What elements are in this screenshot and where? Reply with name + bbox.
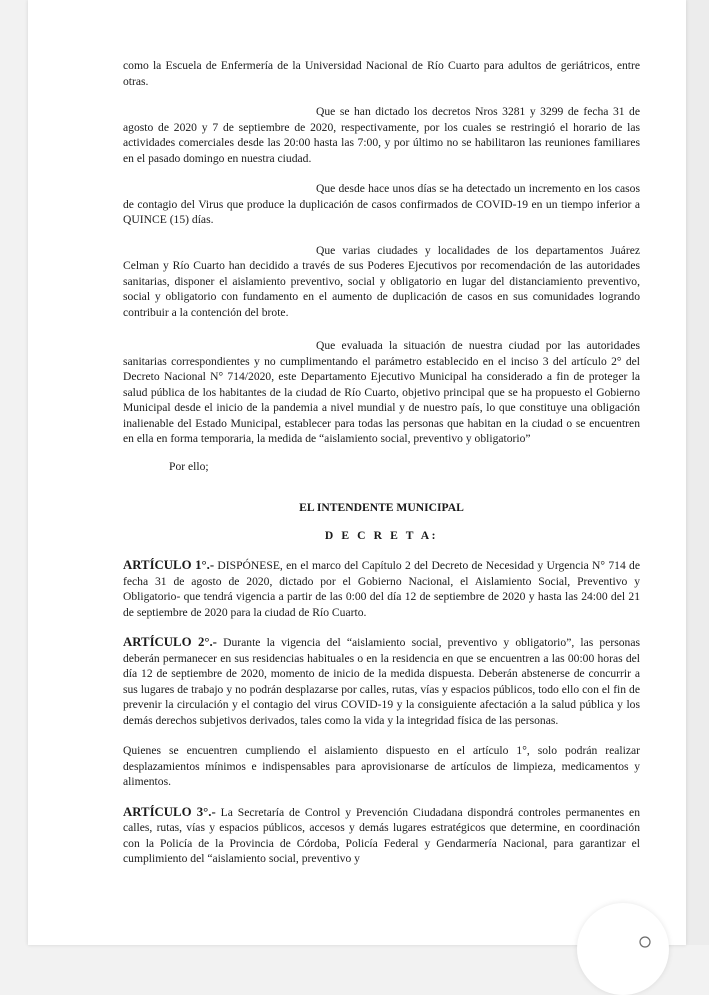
document-body (123, 58, 640, 867)
plus-icon (639, 936, 651, 948)
article-2-label: ARTÍCULO 2°.- (123, 635, 217, 649)
paragraph-evaluada: Que evaluada la situación de nuestra ciudad por las autoridades sanitarias correspondientes y no cumplimentando el parámetro establecido en el inciso 3 del artículo 2° del Decreto Nacional N° 714/2020, este Departamento Ejecutivo Municipal ha considerado a fin de proteger la salud pública de los habitantes de la ciudad de Río Cuarto, objetivo principal que se ha propuesto el Gobierno Municipal desde el inicio de la pandemia a nivel mundial y de nuestro país, lo que constituye una obligación inalienable del Estado Municipal, establecer para todas las personas que habitan en la ciudad o se encuentren en ella en forma temporaria, la medida de “aislamiento social, preventivo y obligatorio” (123, 339, 640, 445)
article-2 (123, 635, 640, 728)
document-page (28, 0, 686, 945)
paragraph-decretos: Que se han dictado los decretos Nros 3281 y 3299 de fecha 31 de agosto de 2020 y 7 de septiembre de 2020, respectivamente, por los cuales se restringió el horario de las actividades comerciales desde las 20:00 hasta las 7:00, y por último no se habilitaron las reuniones familiares en el pasado domingo en nuestra ciudad. (123, 105, 640, 165)
article-1-text: DISPÓNESE, en el marco del Capítulo 2 del Decreto de Necesidad y Urgencia N° 714 de fecha 31 de agosto de 2020, dictado por el Gobierno Nacional, el Aislamiento Social, Preventivo y Obligatorio- que tendrá vigencia a partir de las 0:00 del día 12 de septiembre de 2020 y hasta las 24:00 del 21 de septiembre de 2020 para la ciudad de Río Cuarto. (123, 559, 640, 619)
article-1-label: ARTÍCULO 1°.- (123, 558, 215, 572)
document-title: EL INTENDENTE MUNICIPAL (299, 501, 464, 514)
decreta-heading: D E C R E T A: (324, 528, 439, 542)
floating-action-button[interactable] (577, 903, 669, 995)
article-2-text: Durante la vigencia del “aislamiento social, preventivo y obligatorio”, las personas deberán permanecer en sus residencias habituales o en la residencia en que se encuentren a las 00:00 horas del día 12 de septiembre de 2020, momento de inicio de la medida dispuesta. Deberán abstenerse de concurrir a sus lugares de trabajo y no podrán desplazarse por calles, rutas, vías y espacios públicos, todo ello con el fin de prevenir la circulación y el contagio del virus COVID-19 y la consiguiente afectación a la salud pública y los demás derechos subjetivos derivados, tales como la vida y la integridad física de las personas. (123, 636, 640, 727)
por-ello-text: Por ello; (169, 459, 209, 473)
article-1 (123, 558, 640, 620)
paragraph-escuela: como la Escuela de Enfermería de la Universidad Nacional de Río Cuarto para adultos de geriátricos, entre otras. (123, 59, 640, 88)
article-3 (123, 805, 640, 867)
paragraph-quienes: Quienes se encuentren cumpliendo el aislamiento dispuesto en el artículo 1°, solo podrán realizar desplazamientos mínimos e indispensables para aprovisionarse de artículos de limpieza, medicamentos y alimentos. (123, 744, 640, 788)
paragraph-ciudades: Que varias ciudades y localidades de los departamentos Juárez Celman y Río Cuarto han decidido a través de sus Poderes Ejecutivos por recomendación de las autoridades sanitarias, disponer el aislamiento preventivo, social y obligatorio en lugar del distanciamiento preventivo, social y obligatorio con fundamento en el aumento de duplicación de casos en sus comunidades logrando contribuir a la contención del brote. (123, 243, 640, 319)
article-3-label: ARTÍCULO 3°.- (123, 804, 216, 819)
paragraph-contagio: Que desde hace unos días se ha detectado un incremento en los casos de contagio del Virus que produce la duplicación de casos confirmados de COVID-19 en un tiempo inferior a QUINCE (15) días. (123, 182, 640, 226)
article-3-text: La Secretaría de Control y Prevención Ciudadana dispondrá controles permanentes en calles, rutas, vías y espacios públicos, accesos y demás lugares estratégicos que determine, en coordinación con la Policía de la Provincia de Córdoba, Policía Federal y Gendarmería Nacional, para garantizar el cumplimiento del “aislamiento social, preventivo y (123, 805, 640, 865)
viewer-background-strip (686, 0, 709, 945)
